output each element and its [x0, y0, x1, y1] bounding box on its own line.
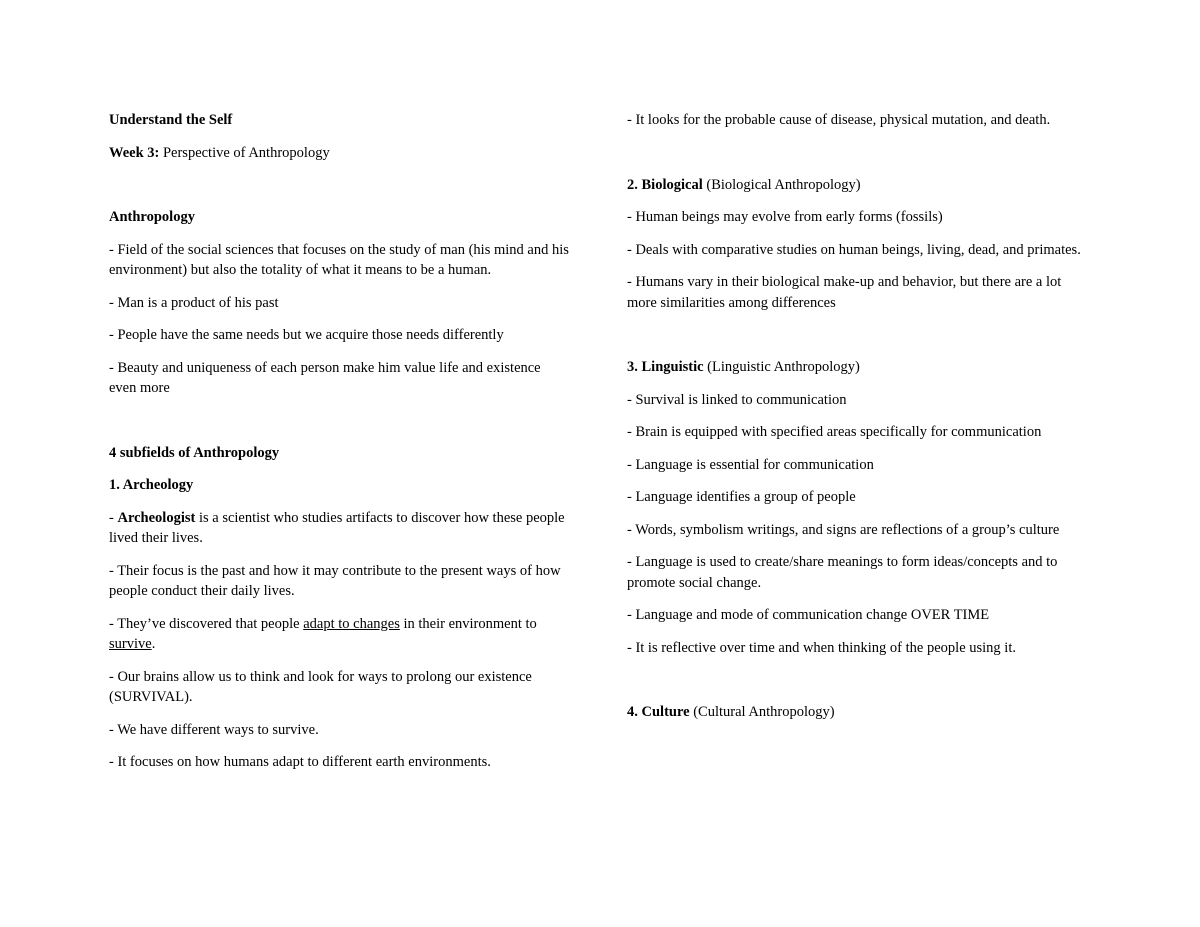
anthropology-point: - Man is a product of his past: [109, 294, 279, 311]
linguistic-point: - Brain is equipped with specified areas specifically for communication: [627, 424, 1042, 440]
subfields-heading: 4 subfields of Anthropology: [109, 444, 280, 461]
archeology-point: - Our brains allow us to think and look for ways to prolong our existence (SURVIVAL).: [109, 668, 532, 705]
anthropology-point: - Beauty and uniqueness of each person make him value life and existence even more: [109, 359, 541, 396]
culture-heading: 4. Culture (Cultural Anthropology): [627, 704, 835, 720]
anthropology-point: - People have the same needs but we acquire those needs differently: [109, 327, 504, 343]
archeology-point: - It focuses on how humans adapt to different earth environments.: [109, 754, 491, 770]
week-label: Week 3:: [109, 144, 160, 161]
left-column: [109, 110, 569, 785]
linguistic-point: - Language is used to create/share meanings to form ideas/concepts and to promote social change.: [627, 554, 1058, 591]
underlined-survive: survive: [109, 636, 152, 652]
anthropology-point: - Field of the social sciences that focuses on the study of man (his mind and his environment) but also the totality of what it means to be a human.: [109, 241, 569, 278]
linguistic-point: - Language and mode of communication change OVER TIME: [627, 607, 990, 623]
archeology-point: - It looks for the probable cause of disease, physical mutation, and death.: [627, 112, 1051, 128]
linguistic-point: - Words, symbolism writings, and signs are reflections of a group’s culture: [627, 521, 1060, 538]
linguistic-heading: 3. Linguistic (Linguistic Anthropology): [627, 359, 860, 375]
linguistic-point: - It is reflective over time and when thinking of the people using it.: [627, 639, 1016, 656]
archeology-point: - Archeologist is a scientist who studies artifacts to discover how these people lived their lives.: [109, 509, 565, 546]
biological-point: - Humans vary in their biological make-up and behavior, but there are a lot more similarities among differences: [627, 274, 1062, 311]
archeology-point: - We have different ways to survive.: [109, 721, 319, 738]
week-line: [109, 143, 569, 164]
linguistic-point: - Language is essential for communication: [627, 456, 874, 473]
biological-heading: 2. Biological (Biological Anthropology): [627, 176, 861, 193]
week-text: Perspective of Anthropology: [159, 144, 330, 161]
right-column: [627, 110, 1089, 735]
biological-point: - Human beings may evolve from early forms (fossils): [627, 209, 943, 225]
underlined-adapt-to-changes: adapt to changes: [303, 615, 400, 632]
archeology-heading: 1. Archeology: [109, 477, 194, 493]
linguistic-point: - Language identifies a group of people: [627, 489, 856, 505]
archeology-point: - Their focus is the past and how it may contribute to the present ways of how people conduct their daily lives.: [109, 562, 561, 599]
document-title: Understand the Self: [109, 112, 233, 128]
biological-point: - Deals with comparative studies on human beings, living, dead, and primates.: [627, 241, 1081, 258]
archeology-point: - They’ve discovered that people adapt to changes in their environment to survive.: [109, 615, 537, 652]
archeologist-term: Archeologist: [117, 509, 196, 526]
linguistic-point: - Survival is linked to communication: [627, 391, 847, 408]
anthropology-heading: Anthropology: [109, 209, 195, 225]
